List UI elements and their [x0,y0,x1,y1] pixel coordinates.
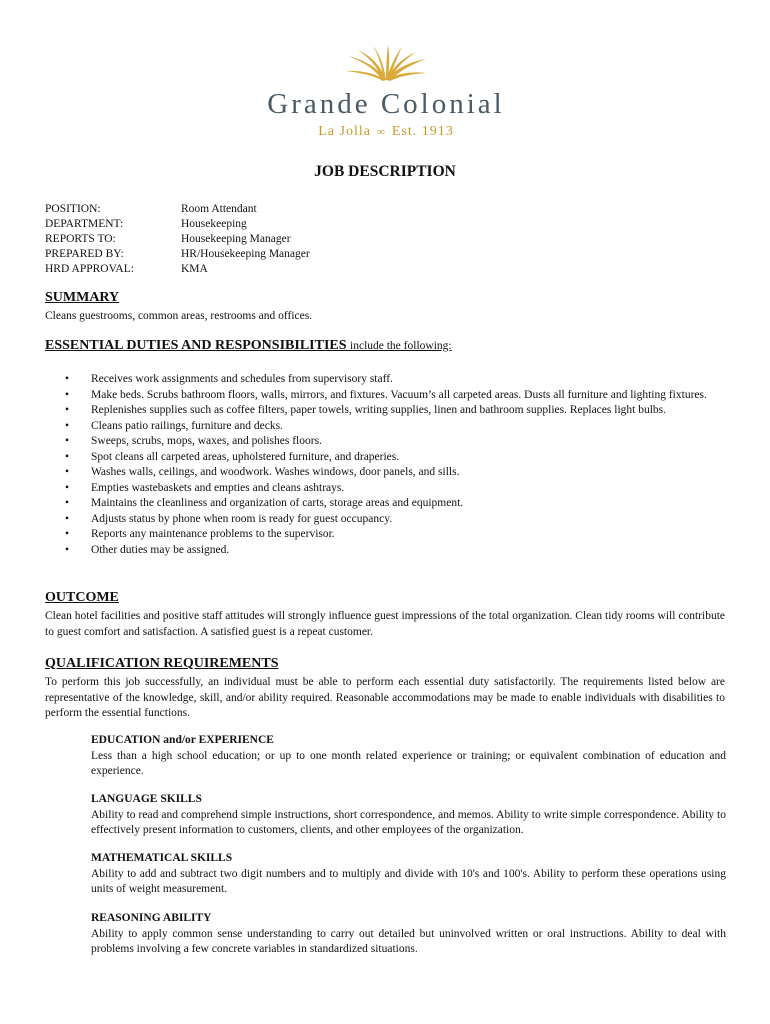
duty-text: Other duties may be assigned. [91,543,230,556]
duty-text: Adjusts status by phone when room is ready for guest occupancy. [91,512,393,525]
duty-text: Receives work assignments and schedules from supervisory staff. [91,373,393,385]
list-item [45,388,727,404]
duties-list [45,372,727,558]
education-section [91,733,726,780]
info-value: Housekeeping Manager [181,233,291,245]
math-text: Ability to add and subtract two digit numbers and to multiply and divide with 10's and 100's. Ability to perform these operations using units of weight measurement. [91,867,726,895]
info-row [45,247,310,262]
summary-heading: SUMMARY [45,290,120,305]
outcome-text: Clean hotel facilities and positive staff attitudes will strongly influence guest impressions of the total organization. Clean tidy rooms will contribute to guest comfort and satisfaction. A satisfied guest is a repeat customer. [45,610,725,638]
duty-text: Cleans patio railings, furniture and decks. [91,419,283,432]
bullet-icon: • [65,388,70,401]
duties-heading-title: ESSENTIAL DUTIES AND RESPONSIBILITIES [45,338,347,353]
math-heading: MATHEMATICAL SKILLS [91,852,233,864]
language-text: Ability to read and comprehend simple instructions, short correspondence, and memos. Ability to write simple correspondence. Ability to effectively present information to customers, clients, and other employees of the organization. [91,808,726,836]
info-label: POSITION: [45,203,101,215]
info-value: HR/Housekeeping Manager [181,248,310,260]
duty-text: Maintains the cleanliness and organization of carts, storage areas and equipment. [91,497,464,509]
palm-frond-icon [230,44,542,84]
tagline-ornament-icon: ∞ [376,126,386,138]
list-item [45,496,727,512]
duty-text: Empties wastebaskets and empties and cleans ashtrays. [91,481,345,494]
list-item [45,512,727,528]
bullet-icon: • [65,373,70,385]
reasoning-text: Ability to apply common sense understanding to carry out detailed but uninvolved written or oral instructions. Ability to deal with problems involving a few concrete variables in standardized situations. [91,927,726,955]
hotel-logo [230,44,542,140]
reasoning-heading: REASONING ABILITY [91,912,212,924]
info-row [45,232,310,247]
info-label: PREPARED BY: [45,248,124,260]
info-label: HRD APPROVAL: [45,263,134,275]
summary-text: Cleans guestrooms, common areas, restrooms and offices. [45,310,313,322]
document-title: JOB DESCRIPTION [314,163,456,180]
duties-heading [45,338,452,354]
duty-text: Spot cleans all carpeted areas, upholstered furniture, and draperies. [91,450,400,463]
tagline-location: La Jolla [318,124,371,139]
info-label: REPORTS TO: [45,233,116,245]
duty-text: Reports any maintenance problems to the supervisor. [91,528,335,540]
bullet-icon: • [65,466,70,478]
outcome-heading: OUTCOME [45,590,119,605]
list-item [45,465,727,481]
tagline-established: Est. 1913 [391,124,454,139]
duty-text: Washes walls, ceilings, and woodwork. Washes windows, door panels, and sills. [91,466,460,478]
bullet-icon: • [65,435,70,447]
reasoning-section [91,911,726,958]
info-value: Housekeeping [181,218,247,230]
bullet-icon: • [65,497,70,509]
duties-heading-suffix: include the following: [350,340,452,352]
list-item [45,434,727,450]
info-label: DEPARTMENT: [45,218,124,230]
hotel-tagline [230,124,542,140]
info-value: Room Attendant [181,203,257,215]
info-row [45,202,310,217]
list-item [45,481,727,497]
list-item [45,450,727,466]
bullet-icon: • [65,543,70,556]
list-item [45,372,727,388]
bullet-icon: • [65,450,70,463]
list-item [45,527,727,543]
duty-text: Sweeps, scrubs, mops, waxes, and polishes floors. [91,435,322,447]
bullet-icon: • [65,512,70,525]
bullet-icon: • [65,481,70,494]
list-item [45,419,727,435]
position-info-table [45,202,310,277]
qualifications-heading: QUALIFICATION REQUIREMENTS [45,656,279,671]
bullet-icon: • [65,404,70,416]
bullet-icon: • [65,419,70,432]
math-section [91,851,726,898]
duty-text: Make beds. Scrubs bathroom floors, walls, mirrors, and fixtures. Vacuum’s all carpeted areas. Dusts all furniture and lighting fixtures. [91,388,707,401]
qualifications-text: To perform this job successfully, an individual must be able to perform each essential duty satisfactorily. The requirements listed below are representative of the knowledge, skill, and/or ability required. Reasonable accommodations may be made to enable individuals with disabilities to perform the essential functions. [45,676,725,719]
list-item [45,403,727,419]
education-heading: EDUCATION and/or EXPERIENCE [91,734,274,746]
info-row [45,262,310,277]
language-heading: LANGUAGE SKILLS [91,793,202,805]
education-text: Less than a high school education; or up to one month related experience or training; or equivalent combination of education and experience. [91,749,726,777]
bullet-icon: • [65,528,70,540]
info-row [45,217,310,232]
info-value: KMA [181,263,208,275]
language-section [91,792,726,839]
duty-text: Replenishes supplies such as coffee filters, paper towels, writing supplies, linen and bathroom supplies. Replaces light bulbs. [91,404,666,416]
hotel-brand-name: Grande Colonial [267,88,505,120]
list-item [45,543,727,559]
